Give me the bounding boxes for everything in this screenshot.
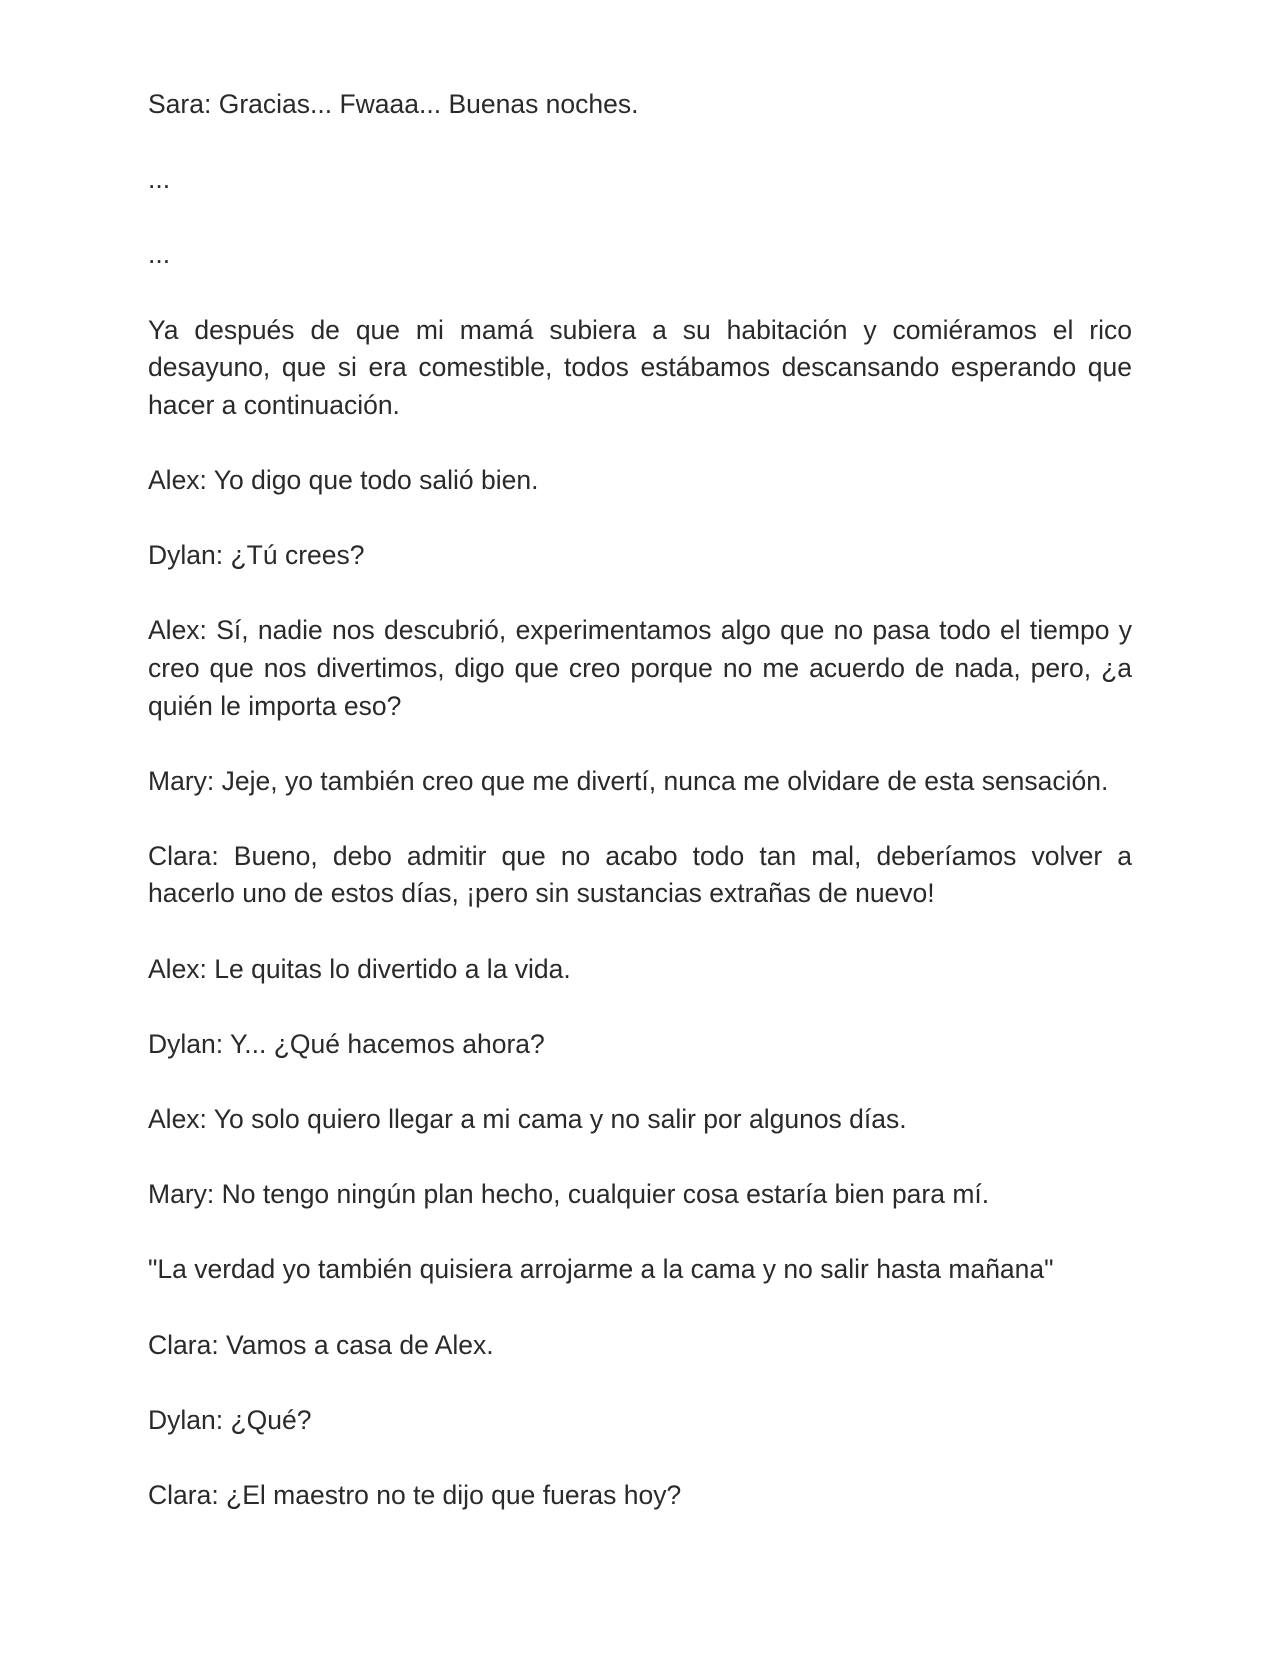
document-body [148, 86, 1132, 1552]
paragraph: Clara: Vamos a casa de Alex. [148, 1329, 494, 1360]
paragraph: Alex: Yo digo que todo salió bien. [148, 464, 539, 495]
paragraph: Clara: Bueno, debo admitir que no acabo todo tan mal, deberíamos volver a hacerlo uno de estos días, ¡pero sin sustancias extrañas de nuevo! [148, 840, 1132, 909]
paragraph: Dylan: ¿Tú crees? [148, 540, 365, 571]
paragraph: ... [148, 164, 171, 195]
paragraph: Clara: ¿El maestro no te dijo que fueras hoy? [148, 1479, 682, 1510]
paragraph: Alex: Sí, nadie nos descubrió, experimentamos algo que no pasa todo el tiempo y creo que nos divertimos, digo que creo porque no me acuerdo de nada, pero, ¿a quién le importa eso? [148, 615, 1132, 721]
paragraph: Mary: Jeje, yo también creo que me divertí, nunca me olvidare de esta sensación. [148, 765, 1109, 796]
paragraph: Alex: Le quitas lo divertido a la vida. [148, 953, 571, 984]
paragraph: Alex: Yo solo quiero llegar a mi cama y no salir por algunos días. [148, 1104, 907, 1135]
paragraph: "La verdad yo también quisiera arrojarme a la cama y no salir hasta mañana" [148, 1254, 1054, 1285]
paragraph: Mary: No tengo ningún plan hecho, cualquier cosa estaría bien para mí. [148, 1179, 990, 1210]
paragraph: Ya después de que mi mamá subiera a su habitación y comiéramos el rico desayuno, que si era comestible, todos estábamos descansando esperando que hacer a continuación. [148, 314, 1132, 420]
paragraph: Sara: Gracias... Fwaaa... Buenas noches. [148, 89, 639, 119]
paragraph: Dylan: ¿Qué? [148, 1404, 312, 1435]
paragraph: ... [148, 239, 171, 270]
paragraph: Dylan: Y... ¿Qué hacemos ahora? [148, 1028, 545, 1059]
